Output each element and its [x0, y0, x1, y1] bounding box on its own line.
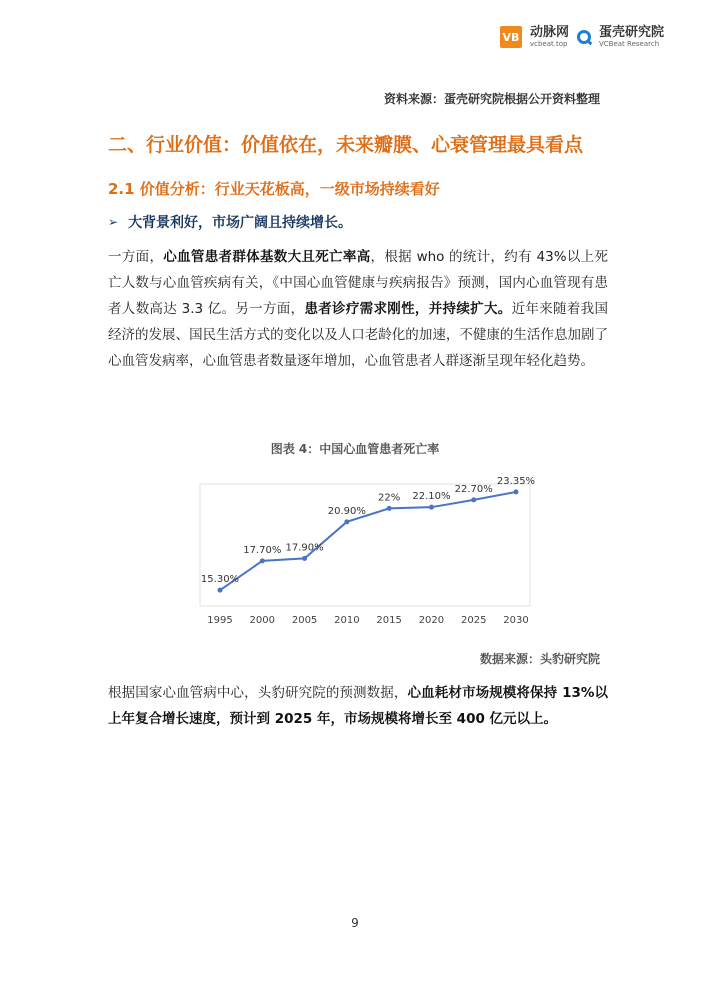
para2-text-1: 根据国家心血管病中心，头豹研究院的预测数据， — [108, 685, 408, 701]
data-label: 17.90% — [285, 542, 324, 554]
para1-text-2: ，根据 who 的统计，约有 43%以上死亡人数与心血管疾病有关，《中国心血管健康与疾病报告》预测，国内心血管现有患者人数高达 3.3 亿。另一方面， — [108, 249, 608, 317]
data-point — [429, 505, 434, 510]
data-point — [471, 497, 476, 502]
bullet-arrow-icon: ➢ — [108, 215, 119, 229]
bullet-point — [108, 212, 352, 232]
data-point — [260, 558, 265, 563]
data-point — [302, 556, 307, 561]
vcbeat-logo — [530, 26, 569, 48]
para1-text-3: 近年来随着我国经济的发展、国民生活方式的变化以及人口老龄化的加速，不健康的生活作息加剧了心血管发病率，心血管患者数量逐年增加，心血管患者人群逐渐呈现年轻化趋势。 — [108, 301, 608, 369]
chart-title: 图表 4：中国心血管患者死亡率 — [270, 442, 440, 456]
data-label: 20.90% — [327, 505, 366, 517]
x-tick-label: 2010 — [334, 615, 360, 626]
para1-bold-1: 心血管患者群体基数大且死亡率高 — [163, 249, 371, 265]
x-tick-label: 1995 — [207, 615, 233, 626]
paragraph-2 — [108, 680, 608, 732]
x-tick-label: 2025 — [460, 615, 487, 626]
series-line — [220, 492, 516, 590]
vcbeat-logo-icon: VB — [500, 26, 522, 48]
page-number: 9 — [351, 916, 359, 930]
data-label: 17.70% — [243, 544, 282, 556]
bullet-text: 大背景利好，市场广阔且持续增长。 — [128, 215, 353, 231]
vcbeat-research-logo — [599, 26, 664, 48]
paragraph-1 — [108, 244, 608, 374]
research-logo-name: 蛋壳研究院 — [598, 25, 664, 40]
x-tick-label: 2030 — [503, 615, 529, 626]
section-heading: 二、行业价值：价值依在，未来瓣膜、心衰管理最具看点 — [108, 134, 584, 156]
x-tick-label: 2000 — [249, 615, 276, 626]
x-tick-label: 2020 — [418, 615, 445, 626]
data-point — [514, 489, 519, 494]
data-point — [344, 519, 349, 524]
source-note-top: 资料来源：蛋壳研究院根据公开资料整理 — [383, 92, 600, 106]
data-label: 22.10% — [412, 491, 451, 503]
vcbeat-logo-url: vcbeat.top — [529, 40, 568, 48]
data-label: 15.30% — [200, 574, 240, 586]
x-tick-label: 2005 — [291, 615, 318, 626]
vcbeat-logo-name: 动脉网 — [529, 25, 569, 40]
subsection-heading: 2.1 价值分析：行业天花板高，一级市场持续看好 — [108, 180, 440, 198]
x-tick-label: 2015 — [376, 615, 402, 626]
data-point — [218, 588, 223, 593]
para1-text-1: 一方面， — [108, 249, 164, 265]
para2-bold-1: 心血耗材市场规模将保持 13%以上年复合增长速度，预计到 2025 年，市场规模将增长至 400 亿元以上。 — [108, 685, 609, 727]
research-logo-sub: VCBeat Research — [598, 40, 660, 48]
data-label: 22.70% — [454, 483, 493, 495]
para1-bold-2: 患者诊疗需求刚性，并持续扩大。 — [304, 301, 512, 317]
header-logos — [500, 26, 664, 48]
mortality-line-chart — [190, 462, 540, 630]
data-label: 22% — [378, 492, 401, 504]
source-note-bottom: 数据来源：头豹研究院 — [479, 652, 600, 666]
data-point — [387, 506, 392, 511]
vcbeat-research-logo-icon — [577, 30, 591, 44]
data-label: 23.35% — [496, 475, 536, 487]
